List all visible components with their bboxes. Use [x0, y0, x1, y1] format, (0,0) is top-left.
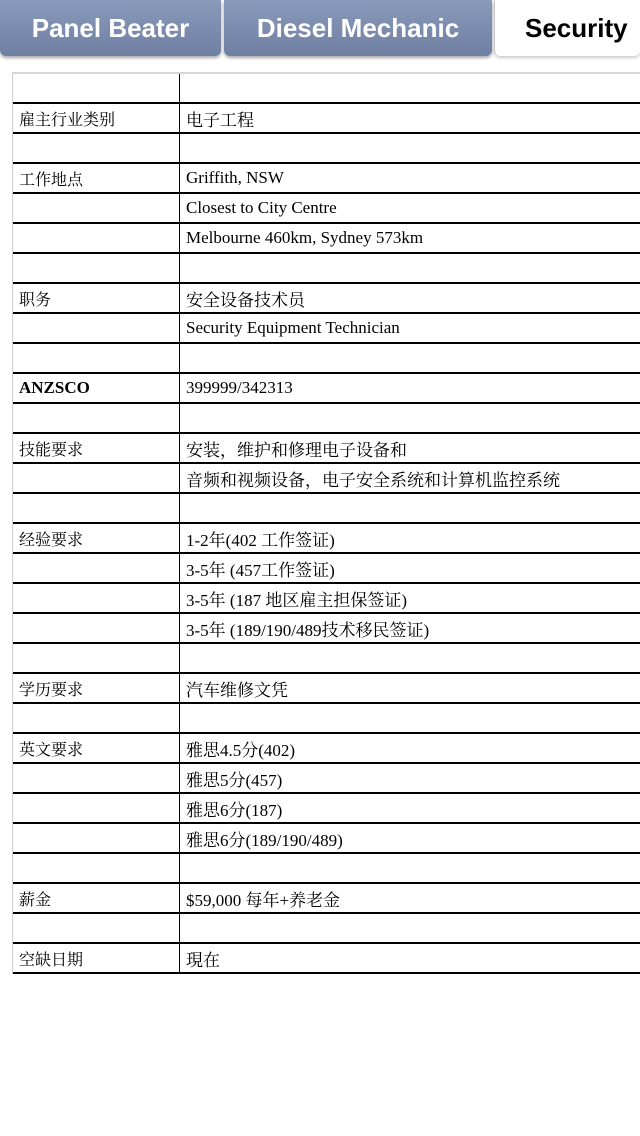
row-value: 音频和视频设备，电子安全系统和计算机监控系统 — [186, 470, 560, 490]
row-value: 雅思4.5分(402) — [186, 740, 296, 760]
row-label — [13, 614, 180, 642]
row-value: Closest to City Centre — [186, 198, 337, 217]
row-value: 安装，维护和修理电子设备和 — [186, 440, 407, 460]
row-value — [180, 254, 640, 282]
row-value — [180, 914, 640, 942]
row-value: 安全设备技术员 — [186, 290, 305, 310]
table-row — [13, 434, 640, 464]
table-row — [13, 164, 640, 194]
row-value — [180, 494, 640, 522]
table-row — [13, 284, 640, 314]
table-row — [13, 104, 640, 134]
table-row — [13, 74, 640, 104]
row-value: 雅思6分(189/190/489) — [186, 830, 343, 850]
table-row — [13, 584, 640, 614]
table-row — [13, 644, 640, 674]
table-row — [13, 194, 640, 224]
tab-bar — [0, 0, 640, 60]
table-row — [13, 254, 640, 284]
table-row — [13, 224, 640, 254]
row-label — [13, 134, 180, 162]
tab-security[interactable]: Security — [494, 0, 640, 56]
row-label — [13, 584, 180, 612]
row-label — [13, 704, 180, 732]
row-label — [13, 644, 180, 672]
table-row — [13, 524, 640, 554]
job-details-table — [12, 72, 640, 974]
table-row — [13, 374, 640, 404]
row-label: 经验要求 — [13, 524, 180, 552]
row-value — [180, 854, 640, 882]
table-row — [13, 794, 640, 824]
table-row — [13, 494, 640, 524]
row-label — [13, 224, 180, 252]
table-row — [13, 134, 640, 164]
row-value: 汽车维修文凭 — [186, 680, 288, 700]
row-label: ANZSCO — [13, 374, 180, 402]
row-label: 职务 — [13, 284, 180, 312]
table-row — [13, 554, 640, 584]
table-row — [13, 674, 640, 704]
row-label: 薪金 — [13, 884, 180, 912]
row-value: 3-5年 (189/190/489技术移民签证) — [186, 620, 430, 640]
row-label — [13, 344, 180, 372]
row-label — [13, 914, 180, 942]
table-row — [13, 614, 640, 644]
row-value — [180, 344, 640, 372]
row-label — [13, 854, 180, 882]
row-label: 雇主行业类别 — [13, 104, 180, 132]
table-row — [13, 854, 640, 884]
row-value: Security Equipment Technician — [186, 318, 400, 337]
row-label — [13, 404, 180, 432]
row-value: 現在 — [186, 950, 220, 970]
tab-panel-beater[interactable]: Panel Beater — [0, 0, 221, 56]
row-label — [13, 464, 180, 492]
row-value: Griffith, NSW — [186, 168, 284, 187]
tab-diesel-mechanic[interactable]: Diesel Mechanic — [224, 0, 492, 56]
table-row — [13, 884, 640, 914]
row-label — [13, 824, 180, 852]
table-row — [13, 824, 640, 854]
table-row — [13, 764, 640, 794]
row-value: 399999/342313 — [186, 378, 293, 397]
row-label — [13, 494, 180, 522]
row-value: 雅思6分(187) — [186, 800, 283, 820]
row-value — [180, 74, 640, 102]
table-row — [13, 344, 640, 374]
row-label: 技能要求 — [13, 434, 180, 462]
row-label — [13, 314, 180, 342]
row-value — [180, 644, 640, 672]
row-value: $59,000 每年+养老金 — [186, 890, 341, 910]
table-row — [13, 704, 640, 734]
row-value — [180, 704, 640, 732]
row-value: 雅思5分(457) — [186, 770, 283, 790]
row-label: 工作地点 — [13, 164, 180, 192]
row-label: 空缺日期 — [13, 944, 180, 972]
row-value: 3-5年 (457工作签证) — [186, 560, 335, 580]
table-row — [13, 404, 640, 434]
row-value: 3-5年 (187 地区雇主担保签证) — [186, 590, 407, 610]
row-label — [13, 74, 180, 102]
table-row — [13, 944, 640, 974]
row-label — [13, 194, 180, 222]
row-label — [13, 554, 180, 582]
row-value — [180, 134, 640, 162]
row-value — [180, 404, 640, 432]
row-label — [13, 794, 180, 822]
table-row — [13, 914, 640, 944]
row-label — [13, 764, 180, 792]
row-label: 学历要求 — [13, 674, 180, 702]
row-value: Melbourne 460km, Sydney 573km — [186, 228, 424, 247]
row-label: 英文要求 — [13, 734, 180, 762]
row-value: 1-2年(402 工作签证) — [186, 530, 335, 550]
table-row — [13, 314, 640, 344]
row-label — [13, 254, 180, 282]
row-value: 电子工程 — [186, 110, 254, 130]
table-row — [13, 734, 640, 764]
table-row — [13, 464, 640, 494]
